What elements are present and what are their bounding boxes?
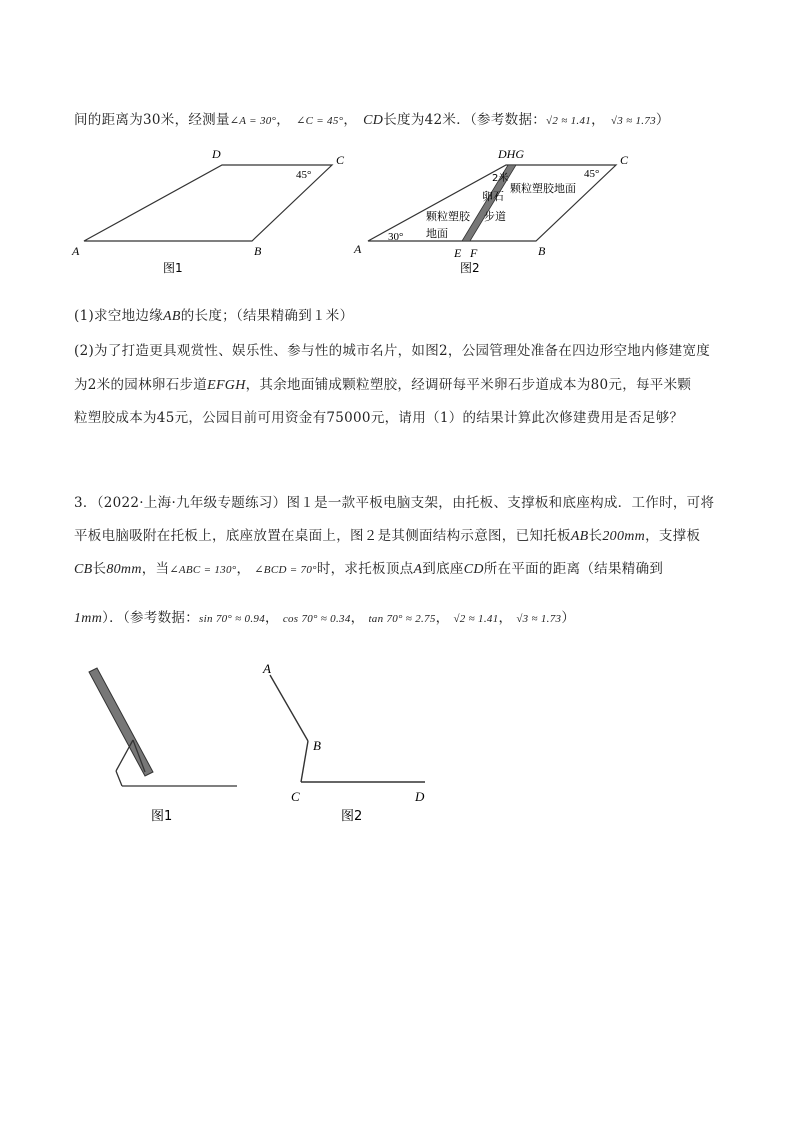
q2-text-3: 粒塑胶成本为45元，公园目前可用资金有75000元，请用（1）的结果计算此次修建费用是否足够？ [74,410,684,426]
q2-efgh: EFGH [207,378,246,393]
path-width-label: 2米 [492,173,509,184]
figure2-caption: 图2 [460,261,480,275]
intro-text-b: 长度为42米．（参考数据： [383,112,547,128]
q1-ab: AB [163,309,181,324]
ref-tan70: tan 70° ≈ 2.75 [368,613,436,625]
support-board-upper [116,740,133,771]
left-area-label-2: 地面 [426,227,448,240]
question-1 [74,304,353,325]
p3-text-2a: 平板电脑吸附在托板上，底座放置在桌面上，图２是其侧面结构示意图，已知托板 [74,528,571,544]
question-2-line2 [74,373,691,394]
question-2-line1 [74,339,710,359]
path-label-pebble: 卵石 [482,190,504,203]
p3-text-3b: ，当 [141,561,170,577]
ref-sin70: sin 70° ≈ 0.94 [199,613,266,625]
q2-text-1: (2)为了打造更具观赏性、娱乐性、参与性的城市名片，如图2，公园管理处准备在四边形空地内修建宽度 [74,343,711,359]
p3-cb-length: 80mm [106,562,142,577]
q2-text-2a: 为2米的园林卵石步道 [74,377,208,393]
p3-point-a: A [413,562,423,577]
figure1-caption: 图1 [151,809,173,824]
problem3-line4: 1mm）．（参考数据：sin 70° ≈ 0.94， cos 70° ≈ 0.34， tan 70° ≈ 2.75， √2 ≈ 1.41， √3 ≈ 1.73） [74,610,576,626]
p3-text-3e: 所在平面的距离（结果精确到 [483,561,664,577]
label-c: C [336,153,345,167]
segment-bc [301,741,308,782]
q2-text-2b: ，其余地面铺成颗粒塑胶，经调研每平米卵石步道成本为80元，每平米颗 [245,377,692,393]
label-c: C [291,789,300,804]
problem3-line3: CB长80mm，当∠ABC = 130°， ∠BCD = 70°时，求托板顶点A到底座CD所在平面的距离（结果精确到 [74,561,664,577]
problem3-line1 [74,491,714,511]
problem2-figure1 [70,145,350,280]
p3-text-1: 3．（2022·上海·九年级专题练习）图１是一款平板电脑支架，由托板、支撑板和底座构成．工作时，可将 [74,495,715,511]
problem3-figure2 [255,655,445,830]
ref-sqrt2: √2 ≈ 1.41 [546,115,592,127]
p3-text-3d: 到底座 [422,561,464,577]
label-a: A [263,661,271,676]
problem2-figure2 [348,145,648,280]
angle-45-label: 45° [584,168,600,180]
angle-45-label: 45° [296,169,312,181]
q1-suffix: 的长度；（结果精确到１米） [180,308,354,324]
ref-sqrt3: √3 ≈ 1.73 [610,115,656,127]
p3-cb: CB [74,562,93,577]
support-board-lower [116,771,122,786]
figure1-caption: 图1 [163,261,183,275]
angle-30-label: 30° [388,231,404,243]
problem3-figure1 [85,660,255,830]
p3-ab: AB [570,529,589,544]
label-f: F [470,246,478,260]
label-d: D [212,147,221,161]
cd-segment: CD [363,113,384,128]
p3-text-3c: 时，求托板顶点 [316,561,414,577]
p3-cd: CD [463,562,484,577]
close-paren: ） [655,112,670,128]
label-b: B [254,244,262,258]
figure2-caption: 图2 [341,809,363,824]
label-b: B [313,738,321,753]
intro-text-a: 间的距离为30米，经测量 [74,112,230,128]
p3-text-4b: ）．（参考数据： [102,610,200,626]
path-label-walkway: 步道 [484,210,506,223]
close-paren: ） [561,610,576,626]
p3-text-2c: ，支撑板 [645,528,701,544]
parallelogram-abcd [84,165,332,241]
segment-ab [270,675,308,741]
p3-angle-bcd: ∠BCD = 70° [254,564,317,576]
label-a: A [354,242,362,256]
angle-c-value: ∠C = 45° [296,115,344,127]
label-c: C [620,153,629,167]
label-e: E [454,246,462,260]
label-dhg: DHG [498,147,524,161]
label-d: D [415,789,425,804]
problem3-line2 [74,524,700,545]
p3-text-2b: 长 [588,528,603,544]
right-area-label: 颗粒塑胶地面 [510,182,576,195]
label-b: B [538,244,546,258]
problem2-intro-line: 间的距离为30米，经测量∠A = 30°， ∠C = 45°， CD长度为42米．（参考数据：√2 ≈ 1.41， √3 ≈ 1.73） [74,112,670,128]
q1-prefix: (1)求空地边缘 [74,308,164,324]
tablet-board [89,668,153,776]
ref-sqrt3: √3 ≈ 1.73 [516,613,562,625]
left-area-label-1: 颗粒塑胶 [426,210,470,223]
ref-cos70: cos 70° ≈ 0.34 [282,613,351,625]
question-2-line3 [74,406,683,426]
label-a: A [72,244,80,258]
p3-angle-abc: ∠ABC = 130° [169,564,237,576]
p3-text-3a: 长 [92,561,107,577]
ref-sqrt2: √2 ≈ 1.41 [453,613,499,625]
p3-ab-length: 200mm [602,529,646,544]
angle-a-value: ∠A = 30° [229,115,277,127]
p3-1mm: 1mm [74,611,103,626]
